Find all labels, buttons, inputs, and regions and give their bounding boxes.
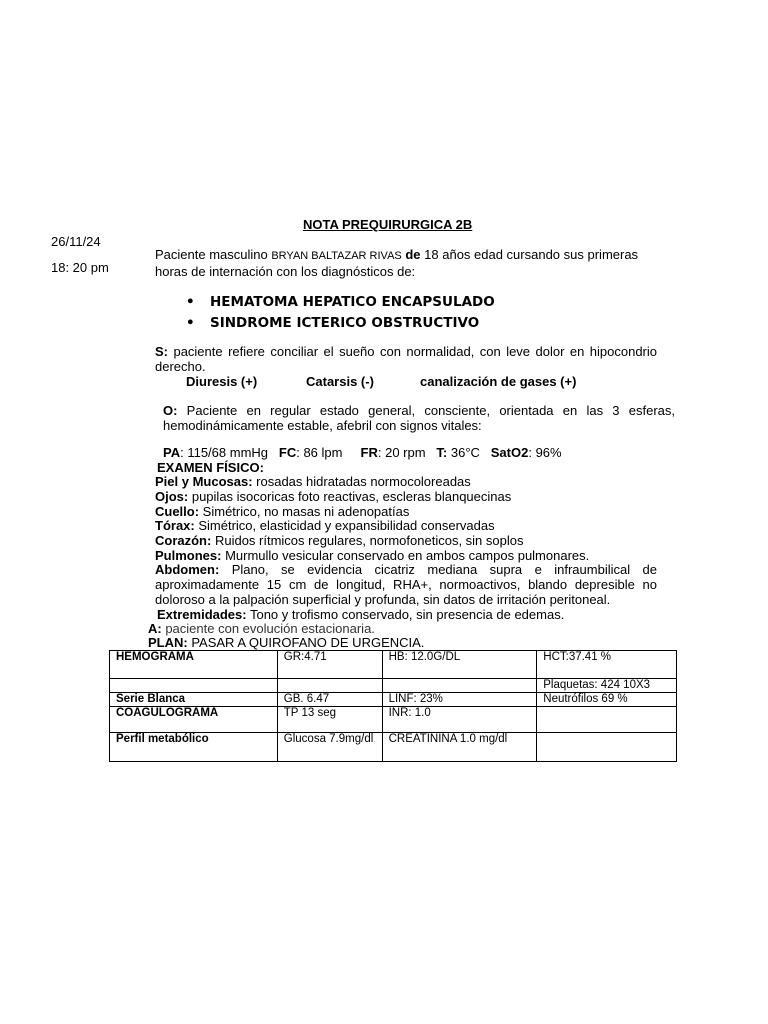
intro-age-text: 18 años edad cursando sus primeras horas de internación con los diagnósticos de: [155, 247, 639, 279]
pa-value: : 115/68 mmHg [180, 445, 269, 460]
subjective-label: S: [155, 344, 168, 359]
intro-prefix: Paciente masculino [155, 247, 272, 262]
piel-text: rosadas hidratadas normocoloreadas [252, 474, 471, 489]
lab-results-table [109, 650, 677, 762]
diagnosis-label: HEMATOMA HEPATICO ENCAPSULADO [210, 294, 495, 310]
intro-de: de [401, 247, 425, 262]
diagnosis-item [186, 292, 495, 313]
table-cell [277, 679, 382, 693]
creatinina-value: CREATININA 1.0 mg/dl [382, 733, 537, 762]
t-label: T: [436, 445, 448, 460]
exam-torax [155, 518, 495, 533]
exam-heading: EXAMEN FÍSICO: [157, 460, 264, 475]
torax-label: Tórax: [155, 518, 195, 533]
corazon-text: Ruidos rítmicos regulares, normofoneticos, sin soplos [211, 533, 524, 548]
cuello-label: Cuello: [155, 504, 200, 519]
objective-label: O: [163, 403, 178, 418]
ojos-label: Ojos: [155, 489, 189, 504]
subjective-section [155, 344, 657, 374]
table-row [110, 651, 677, 679]
objective-section [163, 403, 675, 433]
patient-name: BRYAN BALTAZAR RIVAS [271, 250, 402, 262]
extremidades-label: Extremidades: [157, 607, 247, 622]
fr-label: FR [360, 445, 378, 460]
plan-text: PASAR A QUIROFANO DE URGENCIA. [187, 635, 425, 650]
gases-status: canalización de gases (+) [420, 374, 577, 389]
sat-label: SatO2 [490, 445, 529, 460]
subjective-text: paciente refiere conciliar el sueño con normalidad, con leve dolor en hipocondrio derecho. [155, 344, 657, 374]
diagnosis-item [186, 313, 495, 334]
extremidades-text: Tono y trofismo conservado, sin presencia de edemas. [246, 607, 565, 622]
diagnosis-list [186, 292, 495, 334]
abdomen-text: Plano, se evidencia cicatriz mediana supra e infraumbilical de aproximadamente 15 cm de longitud, RHA+, normoactivos, blando depresible no doloroso a la palpación superficial y profunda, sin datos de irritación peritoneal. [155, 562, 657, 607]
table-cell [110, 679, 278, 693]
vital-signs [163, 445, 562, 460]
plaquetas-value: Plaquetas: 424 10X3 [537, 679, 677, 693]
diagnosis-label: SINDROME ICTERICO OBSTRUCTIVO [210, 315, 480, 331]
serie-blanca-label: Serie Blanca [110, 693, 278, 707]
table-row [110, 707, 677, 733]
perfil-metabolico-label: Perfil metabólico [110, 733, 278, 762]
assessment-text: paciente con evolución estacionaria. [161, 621, 375, 636]
fc-label: FC [278, 445, 297, 460]
exam-abdomen [155, 562, 657, 607]
piel-label: Piel y Mucosas: [155, 474, 253, 489]
table-row [110, 733, 677, 762]
objective-text: Paciente en regular estado general, consciente, orientada en las 3 esferas, hemodinámicamente estable, afebril con signos vitales: [163, 403, 675, 433]
glucosa-value: Glucosa 7.9mg/dl [277, 733, 382, 762]
coagulograma-label: COAGULOGRAMA [110, 707, 278, 733]
inr-value: INR: 1.0 [382, 707, 537, 733]
plan-label: PLAN: [148, 635, 188, 650]
exam-ojos [155, 489, 511, 504]
linf-value: LINF: 23% [382, 693, 537, 707]
cuello-text: Simétrico, no masas ni adenopatías [199, 504, 410, 519]
sat-value: : 96% [528, 445, 562, 460]
note-date: 26/11/24 [51, 234, 101, 249]
corazon-label: Corazón: [155, 533, 212, 548]
tp-value: TP 13 seg [277, 707, 382, 733]
catarsis-status: Catarsis (-) [306, 374, 374, 389]
assessment-section [148, 621, 375, 636]
table-cell [382, 679, 537, 693]
fc-value: : 86 lpm [296, 445, 343, 460]
abdomen-label: Abdomen: [155, 562, 220, 577]
bullet-icon: • [186, 294, 195, 310]
hb-value: HB: 12.0G/DL [382, 651, 537, 679]
t-value: 36°C [447, 445, 480, 460]
pulmones-label: Pulmones: [155, 548, 222, 563]
table-cell [537, 707, 677, 733]
exam-corazon [155, 533, 523, 548]
pulmones-text: Murmullo vesicular conservado en ambos campos pulmonares. [221, 548, 590, 563]
table-row [110, 693, 677, 707]
gr-value: GR:4.71 [277, 651, 382, 679]
fr-value: : 20 rpm [377, 445, 426, 460]
document-title: NOTA PREQUIRURGICA 2B [303, 217, 473, 232]
table-row [110, 679, 677, 693]
ojos-text: pupilas isocoricas foto reactivas, escleras blanquecinas [188, 489, 512, 504]
bullet-icon: • [186, 315, 195, 331]
gb-value: GB. 6.47 [277, 693, 382, 707]
exam-pulmones [155, 548, 589, 563]
exam-piel [155, 474, 471, 489]
intro-paragraph [155, 247, 655, 280]
torax-text: Simétrico, elasticidad y expansibilidad conservadas [194, 518, 495, 533]
pa-label: PA [163, 445, 181, 460]
note-time: 18: 20 pm [51, 260, 109, 275]
plan-section [148, 635, 424, 650]
neutrofilos-value: Neutrófilos 69 % [537, 693, 677, 707]
exam-extremidades [157, 607, 564, 622]
hemograma-label: HEMOGRAMA [110, 651, 278, 679]
exam-cuello [155, 504, 409, 519]
diuresis-status: Diuresis (+) [186, 374, 258, 389]
assessment-label: A: [148, 621, 162, 636]
hct-value: HCT:37.41 % [537, 651, 677, 679]
table-cell [537, 733, 677, 762]
